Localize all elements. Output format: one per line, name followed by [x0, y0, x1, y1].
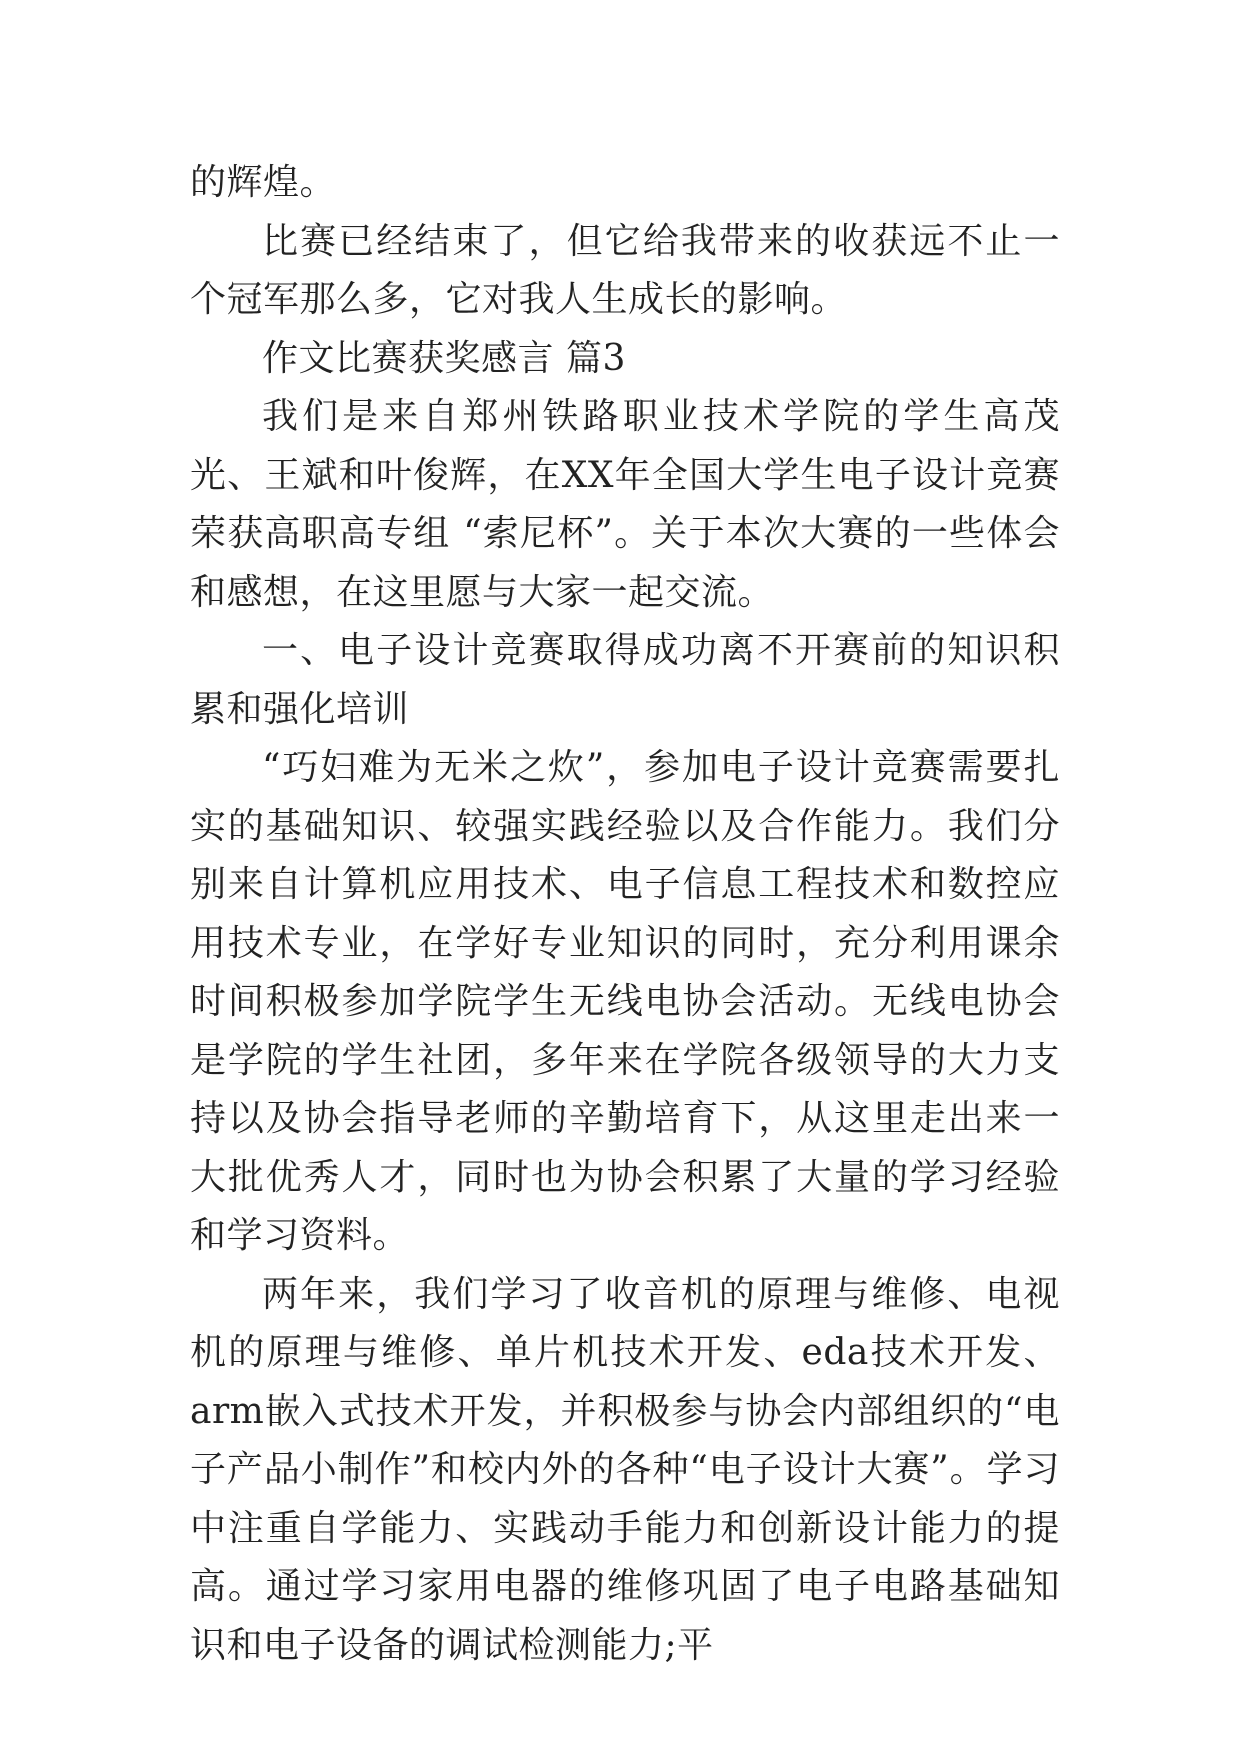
paragraph-continuation: 的辉煌。: [190, 162, 337, 203]
section-heading: 作文比赛获奖感言 篇3: [262, 337, 626, 379]
subheading: 一、电子设计竞赛取得成功离不开赛前的知识积累和强化培训: [190, 630, 1060, 730]
document-body: [190, 154, 1060, 1675]
paragraph: “巧妇难为无米之炊”，参加电子设计竞赛需要扎实的基础知识、较强实践经验以及合作能力。我们分别来自计算机应用技术、电子信息工程技术和数控应用技术专业，在学好专业知识的同时，充分利用课余时间积极参加学院学生无线电协会活动。无线电协会是学院的学生社团，多年来在学院各级领导的大力支持以及协会指导老师的辛勤培育下，从这里走出来一大批优秀人才，同时也为协会积累了大量的学习经验和学习资料。: [190, 747, 1060, 1256]
paragraph: 比赛已经结束了，但它给我带来的收获远不止一个冠军那么多，它对我人生成长的影响。: [190, 220, 1060, 320]
paragraph: 我们是来自郑州铁路职业技术学院的学生高茂光、王斌和叶俊辉，在XX年全国大学生电子设计竞赛荣获高职高专组 “索尼杯”。关于本次大赛的一些体会和感想，在这里愿与大家一起交流。: [190, 396, 1060, 613]
paragraph: 两年来，我们学习了收音机的原理与维修、电视机的原理与维修、单片机技术开发、eda技术开发、arm嵌入式技术开发，并积极参与协会内部组织的“电子产品小制作”和校内外的各种“电子设计大赛”。学习中注重自学能力、实践动手能力和创新设计能力的提高。通过学习家用电器的维修巩固了电子电路基础知识和电子设备的调试检测能力;平: [190, 1273, 1060, 1666]
